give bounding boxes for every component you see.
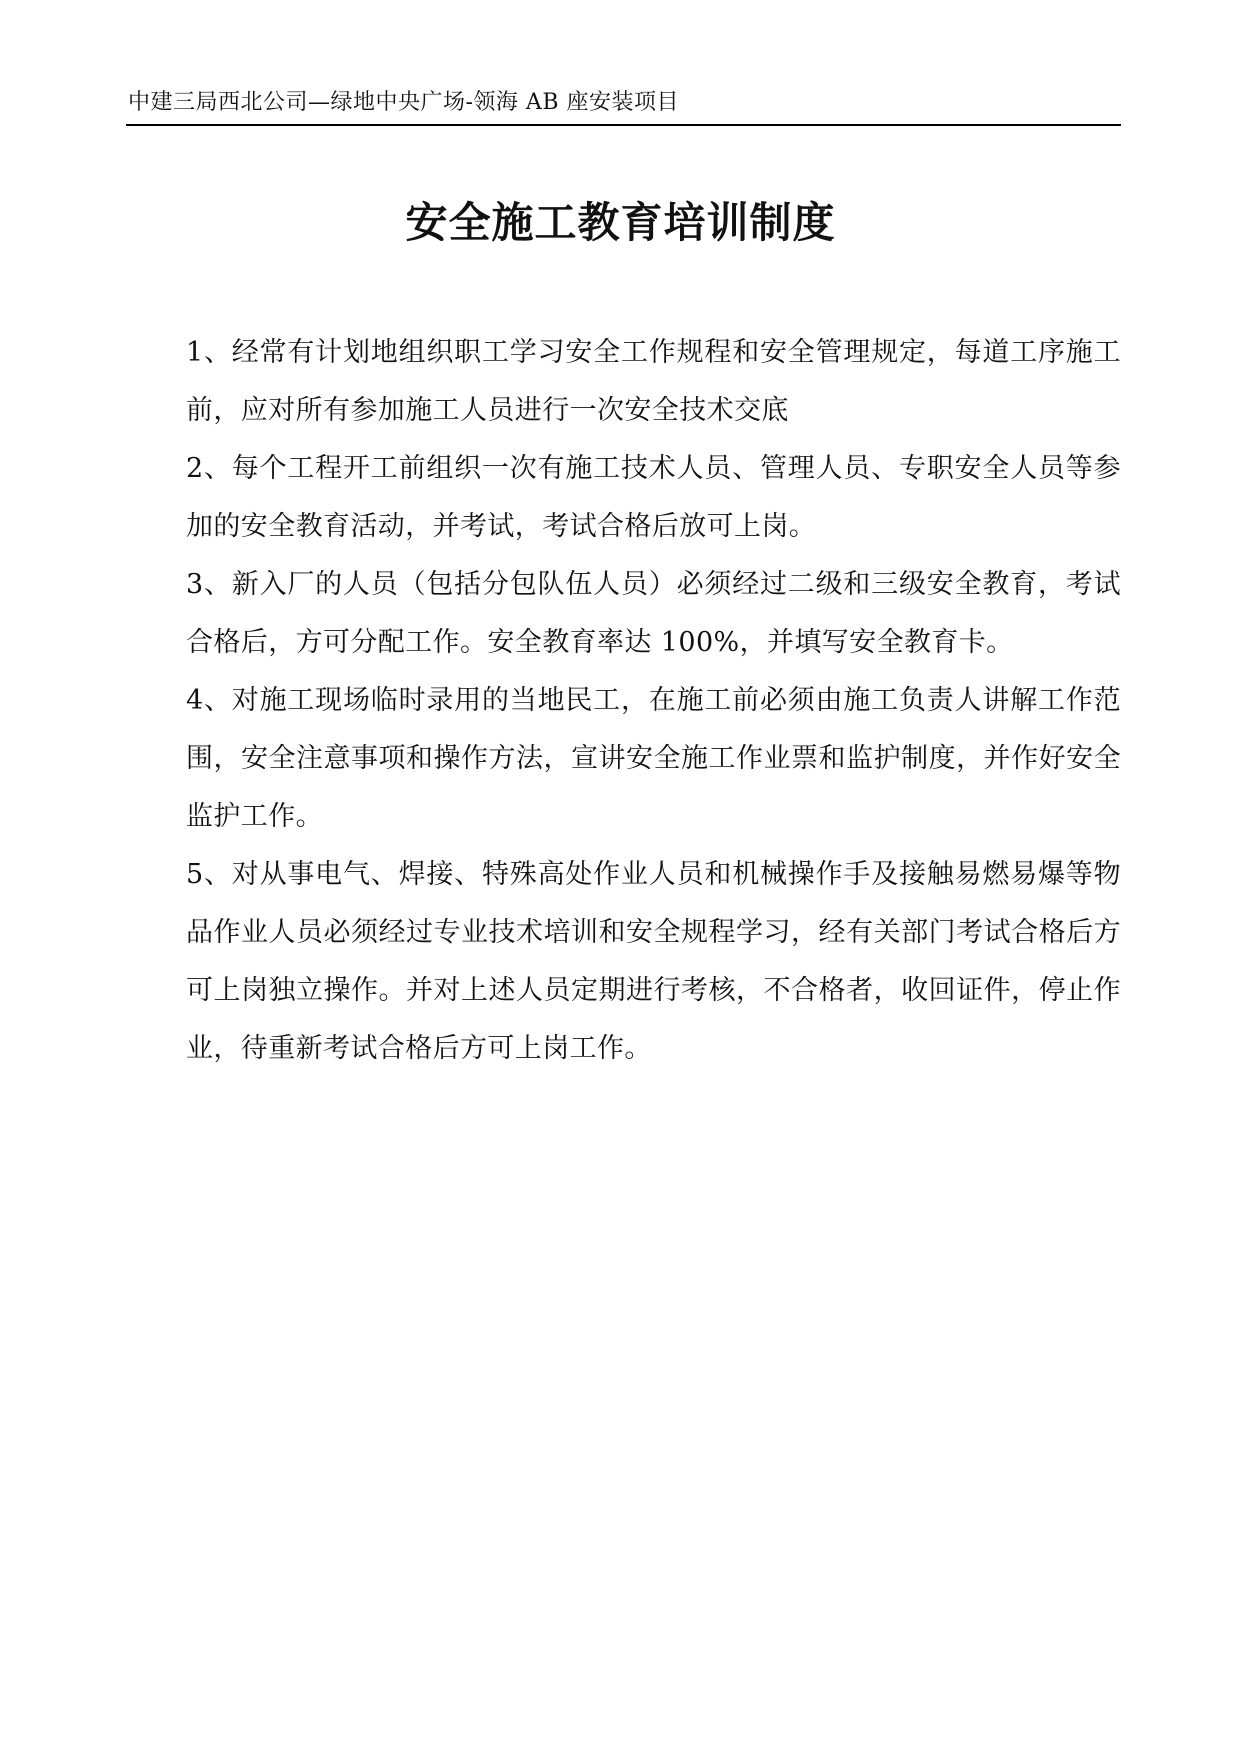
clause-2: 2、每个工程开工前组织一次有施工技术人员、管理人员、专职安全人员等参加的安全教育活动，并考试，考试合格后放可上岗。 (186, 453, 1121, 542)
header-text: 中建三局西北公司—绿地中央广场-领海 AB 座安装项目 (128, 90, 679, 115)
document-body (186, 324, 1121, 1078)
clause-4: 4、对施工现场临时录用的当地民工，在施工前必须由施工负责人讲解工作范围，安全注意事项和操作方法，宣讲安全施工作业票和监护制度，并作好安全监护工作。 (186, 685, 1121, 832)
clause-1: 1、经常有计划地组织职工学习安全工作规程和安全管理规定，每道工序施工前，应对所有参加施工人员进行一次安全技术交底 (186, 337, 1121, 426)
clause-3: 3、新入厂的人员（包括分包队伍人员）必须经过二级和三级安全教育，考试合格后，方可分配工作。安全教育率达 100%，并填写安全教育卡。 (186, 569, 1121, 658)
clause-5: 5、对从事电气、焊接、特殊高处作业人员和机械操作手及接触易燃易爆等物品作业人员必须经过专业技术培训和安全规程学习，经有关部门考试合格后方可上岗独立操作。并对上述人员定期进行考核，不合格者，收回证件，停止作业，待重新考试合格后方可上岗工作。 (186, 859, 1121, 1064)
page-header (126, 86, 1121, 126)
document-title: 安全施工教育培训制度 (405, 198, 836, 247)
